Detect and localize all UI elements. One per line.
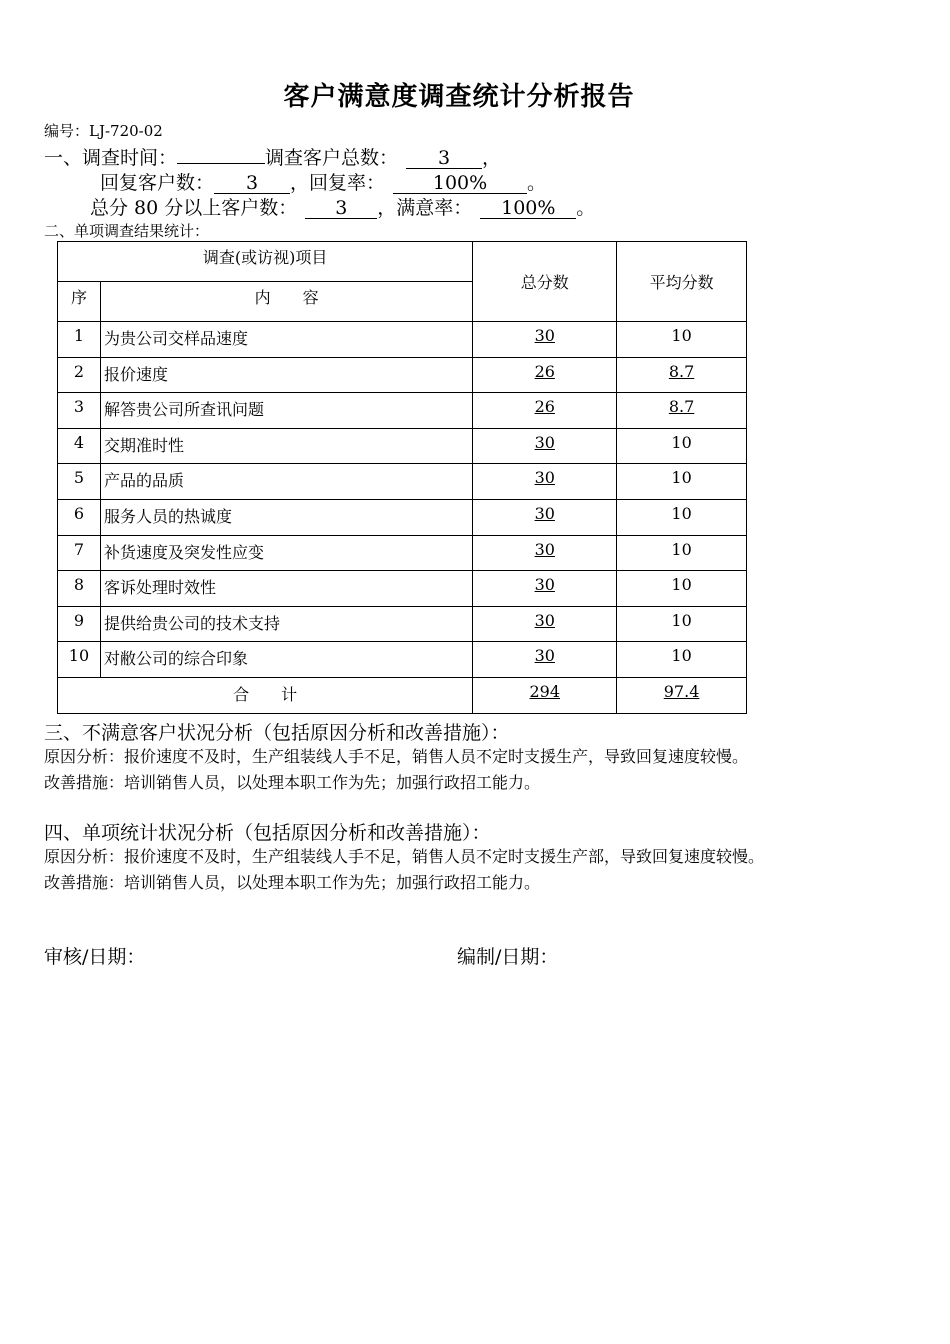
section3-measure: 改善措施：培训销售人员，以处理本职工作为先；加强行政招工能力。 xyxy=(44,773,541,792)
row-seq: 6 xyxy=(58,499,101,535)
reply-rate-value: 100% xyxy=(393,173,527,194)
table-row xyxy=(58,357,747,393)
row-avg: 8.7 xyxy=(617,393,747,429)
row-avg: 10 xyxy=(617,535,747,571)
row-seq: 2 xyxy=(58,357,101,393)
row-content: 客诉处理时效性 xyxy=(100,571,472,607)
row-avg: 10 xyxy=(617,642,747,678)
row-avg: 10 xyxy=(617,606,747,642)
row-seq: 3 xyxy=(58,393,101,429)
row-seq: 1 xyxy=(58,322,101,358)
survey-time-label: 一、调查时间： xyxy=(44,147,178,169)
row-avg: 10 xyxy=(617,428,747,464)
table-row xyxy=(58,393,747,429)
satisfaction-value: 100% xyxy=(480,198,576,219)
survey-time-value xyxy=(177,163,265,164)
row-content: 交期准时性 xyxy=(100,428,472,464)
row-content: 为贵公司交样品速度 xyxy=(100,322,472,358)
row-avg: 8.7 xyxy=(617,357,747,393)
section4-title: 四、单项统计状况分析（包括原因分析和改善措施）： xyxy=(44,822,491,844)
above80-label: 总分 80 分以上客户数： xyxy=(90,197,298,219)
row-total: 30 xyxy=(473,571,617,607)
row-total: 30 xyxy=(473,428,617,464)
reply-count-value: 3 xyxy=(214,173,290,194)
table-row xyxy=(58,606,747,642)
row-seq: 10 xyxy=(58,642,101,678)
row-total: 30 xyxy=(473,606,617,642)
row-content: 提供给贵公司的技术支持 xyxy=(100,606,472,642)
line3-end: 。 xyxy=(576,197,596,219)
table-row xyxy=(58,499,747,535)
total-customers-label: 调查客户总数： xyxy=(265,147,399,169)
row-seq: 8 xyxy=(58,571,101,607)
row-total: 30 xyxy=(473,535,617,571)
header-line-1 xyxy=(44,143,501,170)
reply-rate-label: ，回复率： xyxy=(290,172,386,194)
report-title: 客户满意度调查统计分析报告 xyxy=(283,82,635,112)
total-customers-value: 3 xyxy=(406,148,482,169)
row-content: 对敝公司的综合印象 xyxy=(100,642,472,678)
above80-value: 3 xyxy=(305,198,377,219)
row-content: 报价速度 xyxy=(100,357,472,393)
header-line-3 xyxy=(90,193,595,220)
row-seq: 7 xyxy=(58,535,101,571)
header-total: 总分数 xyxy=(473,242,617,322)
row-total: 30 xyxy=(473,322,617,358)
row-seq: 5 xyxy=(58,464,101,500)
header-avg: 平均分数 xyxy=(617,242,747,322)
section2-title: 二、单项调查结果统计： xyxy=(44,222,210,240)
document-number: 编号：LJ-720-02 xyxy=(44,122,163,140)
table-row xyxy=(58,322,747,358)
satisfaction-label: ，满意率： xyxy=(377,197,473,219)
row-content: 服务人员的热诚度 xyxy=(100,499,472,535)
line1-end: ， xyxy=(482,147,502,169)
row-total: 30 xyxy=(473,464,617,500)
table-row xyxy=(58,464,747,500)
section4-measure: 改善措施：培训销售人员，以处理本职工作为先；加强行政招工能力。 xyxy=(44,873,541,892)
table-row xyxy=(58,642,747,678)
row-content: 解答贵公司所查讯问题 xyxy=(100,393,472,429)
section3-cause: 原因分析：报价速度不及时，生产组装线人手不足，销售人员不定时支援生产，导致回复速度较慢。 xyxy=(44,747,749,766)
section3-title: 三、不满意客户状况分析（包括原因分析和改善措施）： xyxy=(44,722,510,744)
row-seq: 4 xyxy=(58,428,101,464)
header-content: 内 容 xyxy=(100,282,472,322)
compile-date-label: 编制/日期： xyxy=(457,946,559,968)
row-total: 30 xyxy=(473,642,617,678)
sum-avg: 97.4 xyxy=(617,677,747,713)
header-line-2 xyxy=(100,168,546,195)
reply-count-label: 回复客户数： xyxy=(100,172,215,194)
section4-cause: 原因分析：报价速度不及时，生产组装线人手不足，销售人员不定时支援生产部，导致回复速度较慢。 xyxy=(44,847,765,866)
row-avg: 10 xyxy=(617,499,747,535)
row-avg: 10 xyxy=(617,464,747,500)
row-total: 26 xyxy=(473,357,617,393)
row-seq: 9 xyxy=(58,606,101,642)
table-row xyxy=(58,428,747,464)
line2-end: 。 xyxy=(527,172,547,194)
header-item: 调查(或访视)项目 xyxy=(58,242,473,282)
survey-results-table xyxy=(57,241,747,714)
row-total: 30 xyxy=(473,499,617,535)
row-total: 26 xyxy=(473,393,617,429)
row-content: 补货速度及突发性应变 xyxy=(100,535,472,571)
sum-label: 合 计 xyxy=(58,677,473,713)
row-content: 产品的品质 xyxy=(100,464,472,500)
table-sum-row xyxy=(58,677,747,713)
header-seq: 序 xyxy=(58,282,101,322)
row-avg: 10 xyxy=(617,571,747,607)
row-avg: 10 xyxy=(617,322,747,358)
review-date-label: 审核/日期： xyxy=(44,946,146,968)
table-row xyxy=(58,535,747,571)
sum-total: 294 xyxy=(473,677,617,713)
table-row xyxy=(58,571,747,607)
